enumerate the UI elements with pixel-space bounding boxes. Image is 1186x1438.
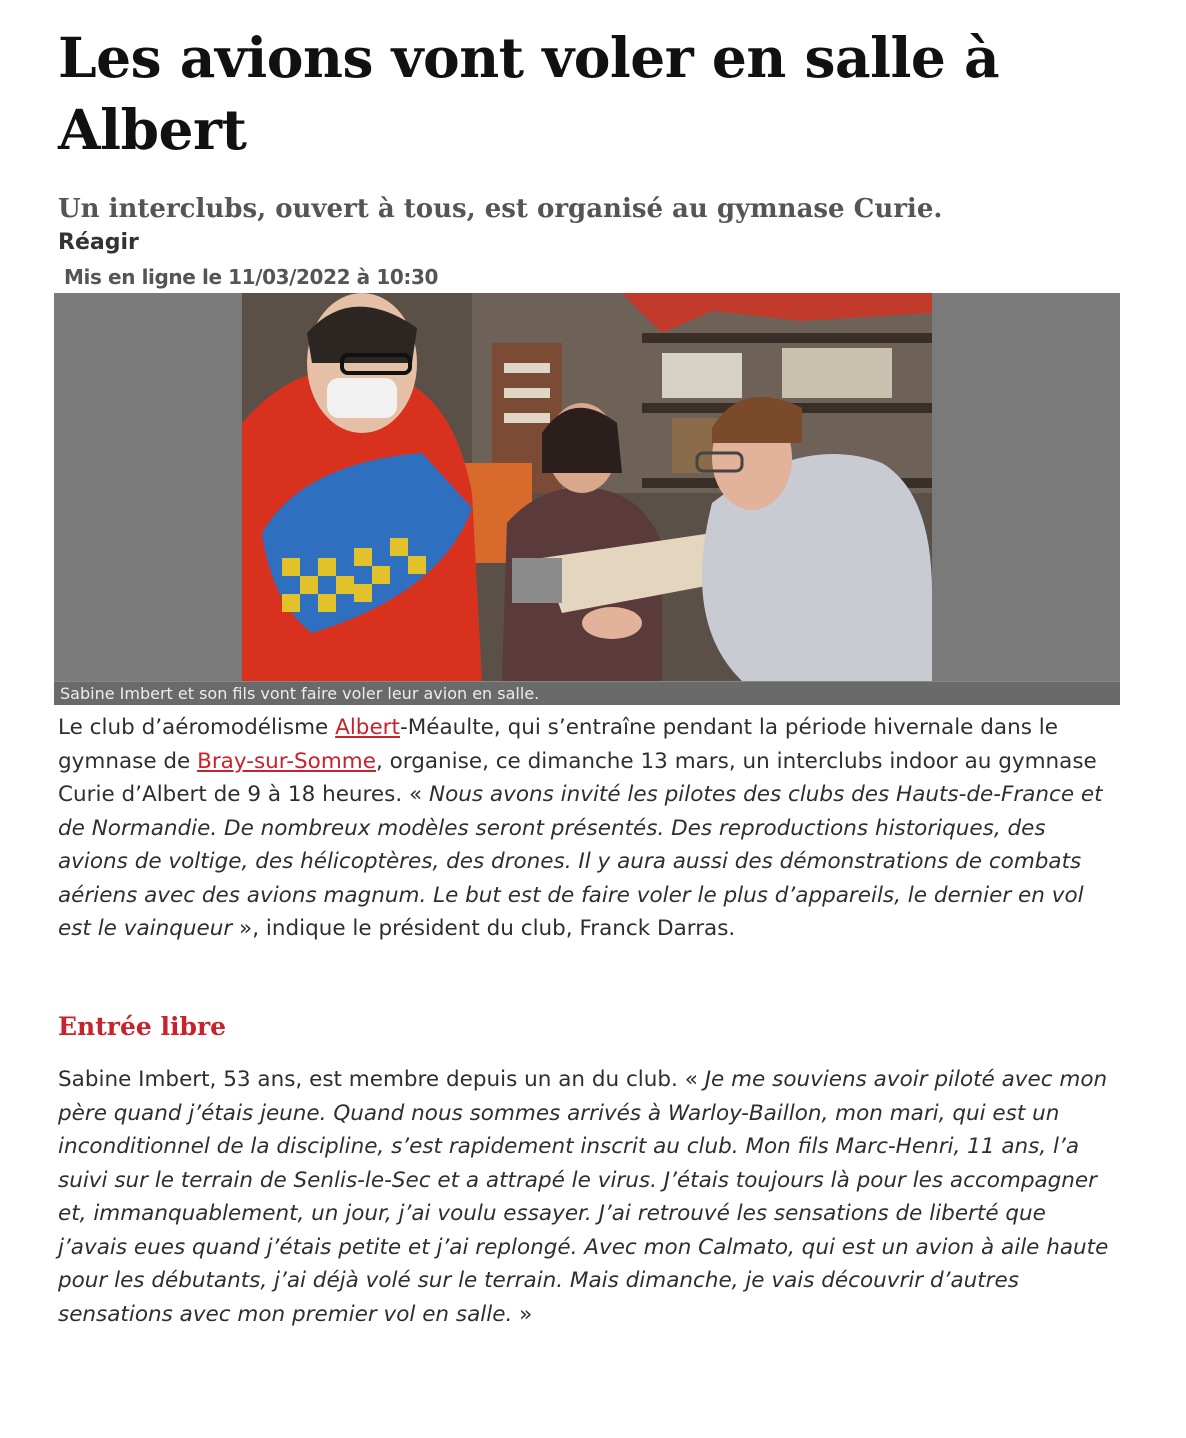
article-photo: [242, 293, 932, 681]
article-title: Les avions vont voler en salle à Albert: [58, 25, 1000, 162]
photo-illustration: [242, 293, 932, 681]
react-link[interactable]: Réagir: [58, 230, 139, 255]
article-header: [58, 0, 1128, 292]
article-subtitle: Un interclubs, ouvert à tous, est organisé au gymnase Curie.: [58, 194, 943, 224]
publish-date: Mis en ligne le 11/03/2022 à 10:30: [64, 265, 438, 289]
p2-quote: Je me souviens avoir piloté avec mon père quand j’étais jeune. Quand nous sommes arrivés à Warloy-Baillon, mon mari, qui est un inconditionnel de la discipline, s’est rapidement inscrit au club. Mon fils Marc-Henri, 11 ans, l’a suivi sur le terrain de Senlis-le-Sec et a attrapé le virus. J’étais toujours là pour les accompagner et, immanquablement, un jour, j’ai voulu essayer. J’ai retrouvé les sensations de liberté que j’avais eues quand j’étais petite et j’ai replongé. Avec mon Calmato, qui est un avion à aile haute pour les débutants, j’ai déjà volé sur le terrain. Mais dimanche, je vais découvrir d’autres sensations avec mon premier vol en salle.: [58, 1067, 1109, 1327]
section-title: Entrée libre: [58, 1012, 227, 1041]
link-bray-sur-somme[interactable]: Bray-sur-Somme: [197, 748, 376, 774]
p2-text-2: »: [512, 1301, 533, 1327]
article-paragraph-2: [58, 1063, 1118, 1331]
article-photo-frame: [54, 293, 1120, 705]
p1-text-4: », indique le président du club, Franck Darras.: [232, 916, 736, 941]
p1-text-3: , organise, ce dimanche 13 mars, un interclubs indoor au gymnase Curie d’Albert de 9 à 18 heures. «: [58, 748, 1097, 807]
article-paragraph-1: [58, 711, 1118, 946]
link-albert[interactable]: Albert: [335, 715, 400, 740]
p1-quote: Nous avons invité les pilotes des clubs des Hauts-de-France et de Normandie. De nombreux modèles seront présentés. Des reproductions historiques, des avions de voltige, des hélicoptères, des drones. Il y aura aussi des démonstrations de combats aériens avec des avions magnum. Le but est de faire voler le plus d’appareils, le dernier en vol est le vainqueur: [58, 782, 1103, 941]
photo-caption: Sabine Imbert et son fils vont faire voler leur avion en salle.: [54, 681, 1120, 705]
p1-text-2: -Méaulte, qui s’entraîne pendant la période hivernale dans le gymnase de: [58, 715, 1058, 774]
p2-text-1: Sabine Imbert, 53 ans, est membre depuis un an du club. «: [58, 1067, 705, 1092]
p1-text-1: Le club d’aéromodélisme: [58, 715, 336, 740]
